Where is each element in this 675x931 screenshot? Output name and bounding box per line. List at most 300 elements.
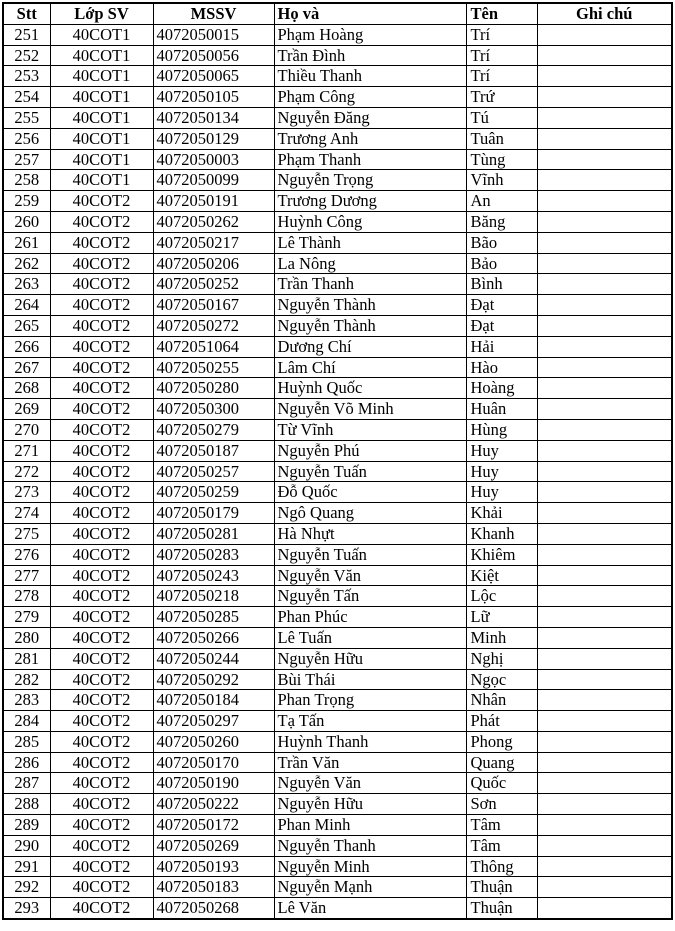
cell-stt: 261 [3, 232, 50, 253]
cell-stt: 289 [3, 815, 50, 836]
cell-given-name: Quốc [466, 773, 537, 794]
cell-given-name: Trí [466, 66, 537, 87]
cell-surname: Trần Đình [274, 45, 466, 66]
cell-given-name: Đạt [466, 295, 537, 316]
cell-student-id: 4072050056 [153, 45, 274, 66]
cell-class: 40COT1 [50, 87, 153, 108]
cell-stt: 293 [3, 898, 50, 919]
cell-surname: Nguyễn Võ Minh [274, 399, 466, 420]
cell-student-id: 4072050259 [153, 482, 274, 503]
cell-surname: Phạm Hoàng [274, 24, 466, 45]
cell-given-name: Huân [466, 399, 537, 420]
cell-stt: 253 [3, 66, 50, 87]
cell-student-id: 4072050218 [153, 586, 274, 607]
table-row [3, 357, 672, 378]
table-row [3, 461, 672, 482]
cell-student-id: 4072050184 [153, 690, 274, 711]
cell-student-id: 4072050015 [153, 24, 274, 45]
cell-stt: 262 [3, 253, 50, 274]
cell-stt: 282 [3, 669, 50, 690]
cell-stt: 281 [3, 648, 50, 669]
table-body [3, 24, 672, 919]
table-row [3, 482, 672, 503]
cell-given-name: Quang [466, 752, 537, 773]
cell-class: 40COT2 [50, 690, 153, 711]
table-row [3, 586, 672, 607]
cell-note [537, 149, 672, 170]
cell-surname: Nguyễn Phú [274, 440, 466, 461]
table-row [3, 211, 672, 232]
cell-given-name: Đạt [466, 315, 537, 336]
cell-student-id: 4072050262 [153, 211, 274, 232]
cell-given-name: Sơn [466, 794, 537, 815]
table-row [3, 170, 672, 191]
cell-stt: 290 [3, 835, 50, 856]
cell-surname: Phan Minh [274, 815, 466, 836]
cell-given-name: Nhân [466, 690, 537, 711]
student-list-table [2, 2, 673, 920]
cell-student-id: 4072050099 [153, 170, 274, 191]
cell-student-id: 4072050179 [153, 503, 274, 524]
cell-surname: Nguyễn Hữu [274, 648, 466, 669]
cell-surname: Nguyễn Mạnh [274, 877, 466, 898]
cell-given-name: Băng [466, 211, 537, 232]
cell-stt: 287 [3, 773, 50, 794]
cell-class: 40COT2 [50, 315, 153, 336]
table-row [3, 731, 672, 752]
cell-given-name: Hào [466, 357, 537, 378]
cell-stt: 266 [3, 336, 50, 357]
cell-student-id: 4072050129 [153, 128, 274, 149]
cell-class: 40COT1 [50, 170, 153, 191]
cell-given-name: Nghị [466, 648, 537, 669]
cell-stt: 280 [3, 627, 50, 648]
cell-given-name: Thuận [466, 898, 537, 919]
cell-note [537, 440, 672, 461]
cell-surname: Trần Văn [274, 752, 466, 773]
cell-surname: Tạ Tấn [274, 711, 466, 732]
cell-student-id: 4072050170 [153, 752, 274, 773]
cell-given-name: Khanh [466, 523, 537, 544]
cell-class: 40COT2 [50, 794, 153, 815]
cell-given-name: Minh [466, 627, 537, 648]
cell-student-id: 4072050183 [153, 877, 274, 898]
cell-note [537, 87, 672, 108]
cell-student-id: 4072051064 [153, 336, 274, 357]
cell-note [537, 315, 672, 336]
cell-student-id: 4072050279 [153, 419, 274, 440]
cell-note [537, 482, 672, 503]
table-row [3, 815, 672, 836]
cell-given-name: Ngọc [466, 669, 537, 690]
cell-stt: 278 [3, 586, 50, 607]
table-row [3, 877, 672, 898]
header-note: Ghi chú [537, 3, 672, 24]
cell-surname: Nguyễn Thanh [274, 835, 466, 856]
header-surname: Họ và [274, 3, 466, 24]
cell-note [537, 898, 672, 919]
cell-note [537, 503, 672, 524]
cell-given-name: Khải [466, 503, 537, 524]
cell-surname: Nguyễn Thành [274, 315, 466, 336]
header-class: Lớp SV [50, 3, 153, 24]
cell-class: 40COT2 [50, 295, 153, 316]
cell-stt: 264 [3, 295, 50, 316]
cell-class: 40COT2 [50, 877, 153, 898]
table-row [3, 24, 672, 45]
cell-stt: 275 [3, 523, 50, 544]
cell-stt: 286 [3, 752, 50, 773]
cell-surname: Nguyễn Đăng [274, 107, 466, 128]
table-row [3, 690, 672, 711]
cell-note [537, 877, 672, 898]
cell-given-name: Bình [466, 274, 537, 295]
table-row [3, 503, 672, 524]
table-row [3, 315, 672, 336]
cell-stt: 260 [3, 211, 50, 232]
cell-class: 40COT1 [50, 107, 153, 128]
table-row [3, 149, 672, 170]
table-row [3, 45, 672, 66]
table-row [3, 253, 672, 274]
cell-stt: 268 [3, 378, 50, 399]
cell-surname: Nguyễn Văn [274, 773, 466, 794]
cell-class: 40COT2 [50, 336, 153, 357]
cell-student-id: 4072050222 [153, 794, 274, 815]
cell-note [537, 66, 672, 87]
cell-note [537, 378, 672, 399]
cell-note [537, 461, 672, 482]
cell-note [537, 274, 672, 295]
cell-stt: 265 [3, 315, 50, 336]
cell-given-name: Huy [466, 482, 537, 503]
cell-note [537, 232, 672, 253]
cell-given-name: Tâm [466, 835, 537, 856]
cell-note [537, 773, 672, 794]
cell-note [537, 419, 672, 440]
cell-surname: Trương Dương [274, 191, 466, 212]
cell-class: 40COT2 [50, 378, 153, 399]
cell-stt: 267 [3, 357, 50, 378]
cell-class: 40COT2 [50, 856, 153, 877]
table-row [3, 711, 672, 732]
cell-class: 40COT2 [50, 274, 153, 295]
cell-class: 40COT2 [50, 419, 153, 440]
cell-stt: 283 [3, 690, 50, 711]
cell-surname: Nguyễn Trọng [274, 170, 466, 191]
cell-given-name: Phát [466, 711, 537, 732]
cell-student-id: 4072050190 [153, 773, 274, 794]
cell-note [537, 128, 672, 149]
cell-class: 40COT2 [50, 232, 153, 253]
cell-given-name: Thuận [466, 877, 537, 898]
cell-note [537, 191, 672, 212]
cell-class: 40COT2 [50, 482, 153, 503]
table-row [3, 128, 672, 149]
cell-student-id: 4072050187 [153, 440, 274, 461]
cell-note [537, 253, 672, 274]
cell-class: 40COT1 [50, 149, 153, 170]
cell-stt: 273 [3, 482, 50, 503]
cell-stt: 277 [3, 565, 50, 586]
cell-stt: 271 [3, 440, 50, 461]
cell-note [537, 336, 672, 357]
table-row [3, 274, 672, 295]
cell-note [537, 357, 672, 378]
cell-class: 40COT2 [50, 773, 153, 794]
cell-given-name: Bảo [466, 253, 537, 274]
cell-class: 40COT2 [50, 731, 153, 752]
table-row [3, 607, 672, 628]
cell-surname: Trương Anh [274, 128, 466, 149]
cell-class: 40COT2 [50, 607, 153, 628]
cell-note [537, 835, 672, 856]
cell-note [537, 856, 672, 877]
cell-surname: Phạm Công [274, 87, 466, 108]
cell-student-id: 4072050167 [153, 295, 274, 316]
cell-note [537, 586, 672, 607]
cell-stt: 276 [3, 544, 50, 565]
cell-class: 40COT2 [50, 627, 153, 648]
cell-surname: Nguyễn Minh [274, 856, 466, 877]
cell-class: 40COT2 [50, 835, 153, 856]
cell-given-name: Tùng [466, 149, 537, 170]
cell-surname: Lê Tuấn [274, 627, 466, 648]
cell-class: 40COT2 [50, 565, 153, 586]
cell-student-id: 4072050285 [153, 607, 274, 628]
cell-class: 40COT2 [50, 253, 153, 274]
cell-stt: 257 [3, 149, 50, 170]
cell-surname: Nguyễn Tấn [274, 586, 466, 607]
cell-stt: 288 [3, 794, 50, 815]
cell-note [537, 565, 672, 586]
cell-class: 40COT2 [50, 399, 153, 420]
header-student-id: MSSV [153, 3, 274, 24]
cell-surname: Đỗ Quốc [274, 482, 466, 503]
cell-student-id: 4072050268 [153, 898, 274, 919]
cell-student-id: 4072050280 [153, 378, 274, 399]
cell-given-name: Vĩnh [466, 170, 537, 191]
cell-student-id: 4072050105 [153, 87, 274, 108]
cell-stt: 274 [3, 503, 50, 524]
cell-stt: 270 [3, 419, 50, 440]
cell-student-id: 4072050255 [153, 357, 274, 378]
cell-student-id: 4072050065 [153, 66, 274, 87]
cell-note [537, 45, 672, 66]
cell-student-id: 4072050292 [153, 669, 274, 690]
cell-given-name: Trí [466, 45, 537, 66]
cell-note [537, 752, 672, 773]
cell-stt: 272 [3, 461, 50, 482]
cell-student-id: 4072050257 [153, 461, 274, 482]
cell-student-id: 4072050217 [153, 232, 274, 253]
cell-class: 40COT1 [50, 128, 153, 149]
table-row [3, 107, 672, 128]
cell-surname: Huỳnh Thanh [274, 731, 466, 752]
cell-given-name: Hoàng [466, 378, 537, 399]
cell-surname: Huỳnh Quốc [274, 378, 466, 399]
cell-note [537, 399, 672, 420]
cell-stt: 284 [3, 711, 50, 732]
cell-class: 40COT2 [50, 586, 153, 607]
cell-surname: Nguyễn Văn [274, 565, 466, 586]
header-row [3, 3, 672, 24]
cell-class: 40COT2 [50, 898, 153, 919]
cell-note [537, 523, 672, 544]
cell-stt: 251 [3, 24, 50, 45]
cell-given-name: Khiêm [466, 544, 537, 565]
cell-surname: Trần Thanh [274, 274, 466, 295]
cell-given-name: Huy [466, 461, 537, 482]
cell-note [537, 170, 672, 191]
cell-given-name: Bão [466, 232, 537, 253]
cell-stt: 256 [3, 128, 50, 149]
cell-surname: Hà Nhựt [274, 523, 466, 544]
table-row [3, 232, 672, 253]
table-row [3, 752, 672, 773]
cell-class: 40COT2 [50, 191, 153, 212]
cell-surname: Thiều Thanh [274, 66, 466, 87]
table-row [3, 835, 672, 856]
cell-student-id: 4072050243 [153, 565, 274, 586]
cell-note [537, 295, 672, 316]
cell-given-name: Lữ [466, 607, 537, 628]
table-row [3, 191, 672, 212]
cell-stt: 285 [3, 731, 50, 752]
cell-given-name: Kiệt [466, 565, 537, 586]
cell-note [537, 544, 672, 565]
cell-note [537, 794, 672, 815]
cell-student-id: 4072050266 [153, 627, 274, 648]
cell-surname: Nguyễn Tuấn [274, 461, 466, 482]
cell-class: 40COT2 [50, 544, 153, 565]
cell-class: 40COT1 [50, 66, 153, 87]
table-row [3, 773, 672, 794]
cell-given-name: Lộc [466, 586, 537, 607]
cell-note [537, 690, 672, 711]
cell-note [537, 107, 672, 128]
cell-class: 40COT1 [50, 24, 153, 45]
cell-given-name: Tâm [466, 815, 537, 836]
cell-given-name: Tú [466, 107, 537, 128]
cell-stt: 292 [3, 877, 50, 898]
cell-student-id: 4072050172 [153, 815, 274, 836]
cell-stt: 269 [3, 399, 50, 420]
cell-student-id: 4072050260 [153, 731, 274, 752]
cell-surname: Huỳnh Công [274, 211, 466, 232]
header-given-name: Tên [466, 3, 537, 24]
table-row [3, 523, 672, 544]
cell-student-id: 4072050206 [153, 253, 274, 274]
cell-student-id: 4072050003 [153, 149, 274, 170]
cell-class: 40COT1 [50, 45, 153, 66]
cell-surname: Lê Văn [274, 898, 466, 919]
cell-note [537, 211, 672, 232]
cell-given-name: Phong [466, 731, 537, 752]
cell-class: 40COT2 [50, 211, 153, 232]
table-row [3, 295, 672, 316]
cell-note [537, 731, 672, 752]
cell-student-id: 4072050272 [153, 315, 274, 336]
cell-student-id: 4072050244 [153, 648, 274, 669]
cell-surname: Lâm Chí [274, 357, 466, 378]
cell-surname: Bùi Thái [274, 669, 466, 690]
cell-class: 40COT2 [50, 711, 153, 732]
cell-given-name: Tuân [466, 128, 537, 149]
cell-student-id: 4072050134 [153, 107, 274, 128]
cell-class: 40COT2 [50, 669, 153, 690]
cell-given-name: Hùng [466, 419, 537, 440]
cell-given-name: Thông [466, 856, 537, 877]
cell-note [537, 711, 672, 732]
cell-class: 40COT2 [50, 461, 153, 482]
cell-class: 40COT2 [50, 752, 153, 773]
cell-surname: Nguyễn Tuấn [274, 544, 466, 565]
cell-surname: La Nông [274, 253, 466, 274]
cell-student-id: 4072050283 [153, 544, 274, 565]
header-stt: Stt [3, 3, 50, 24]
table-row [3, 669, 672, 690]
cell-stt: 263 [3, 274, 50, 295]
cell-stt: 255 [3, 107, 50, 128]
table-row [3, 898, 672, 919]
cell-note [537, 669, 672, 690]
cell-surname: Lê Thành [274, 232, 466, 253]
cell-class: 40COT2 [50, 357, 153, 378]
cell-class: 40COT2 [50, 503, 153, 524]
table-row [3, 648, 672, 669]
cell-surname: Phan Trọng [274, 690, 466, 711]
cell-surname: Từ Vĩnh [274, 419, 466, 440]
cell-given-name: Hải [466, 336, 537, 357]
cell-surname: Phan Phúc [274, 607, 466, 628]
cell-student-id: 4072050193 [153, 856, 274, 877]
cell-stt: 259 [3, 191, 50, 212]
cell-stt: 258 [3, 170, 50, 191]
cell-note [537, 607, 672, 628]
cell-given-name: Trứ [466, 87, 537, 108]
cell-given-name: Huy [466, 440, 537, 461]
cell-class: 40COT2 [50, 440, 153, 461]
cell-student-id: 4072050300 [153, 399, 274, 420]
cell-surname: Nguyễn Hữu [274, 794, 466, 815]
cell-student-id: 4072050269 [153, 835, 274, 856]
cell-surname: Dương Chí [274, 336, 466, 357]
table-row [3, 440, 672, 461]
cell-student-id: 4072050297 [153, 711, 274, 732]
table-row [3, 419, 672, 440]
cell-stt: 254 [3, 87, 50, 108]
cell-note [537, 24, 672, 45]
table-row [3, 87, 672, 108]
cell-note [537, 627, 672, 648]
cell-surname: Phạm Thanh [274, 149, 466, 170]
cell-note [537, 648, 672, 669]
cell-note [537, 815, 672, 836]
cell-given-name: Trí [466, 24, 537, 45]
cell-class: 40COT2 [50, 523, 153, 544]
table-row [3, 856, 672, 877]
table-row [3, 66, 672, 87]
table-row [3, 544, 672, 565]
table-row [3, 627, 672, 648]
table-row [3, 336, 672, 357]
cell-surname: Nguyễn Thành [274, 295, 466, 316]
cell-student-id: 4072050252 [153, 274, 274, 295]
cell-student-id: 4072050191 [153, 191, 274, 212]
cell-student-id: 4072050281 [153, 523, 274, 544]
cell-stt: 291 [3, 856, 50, 877]
